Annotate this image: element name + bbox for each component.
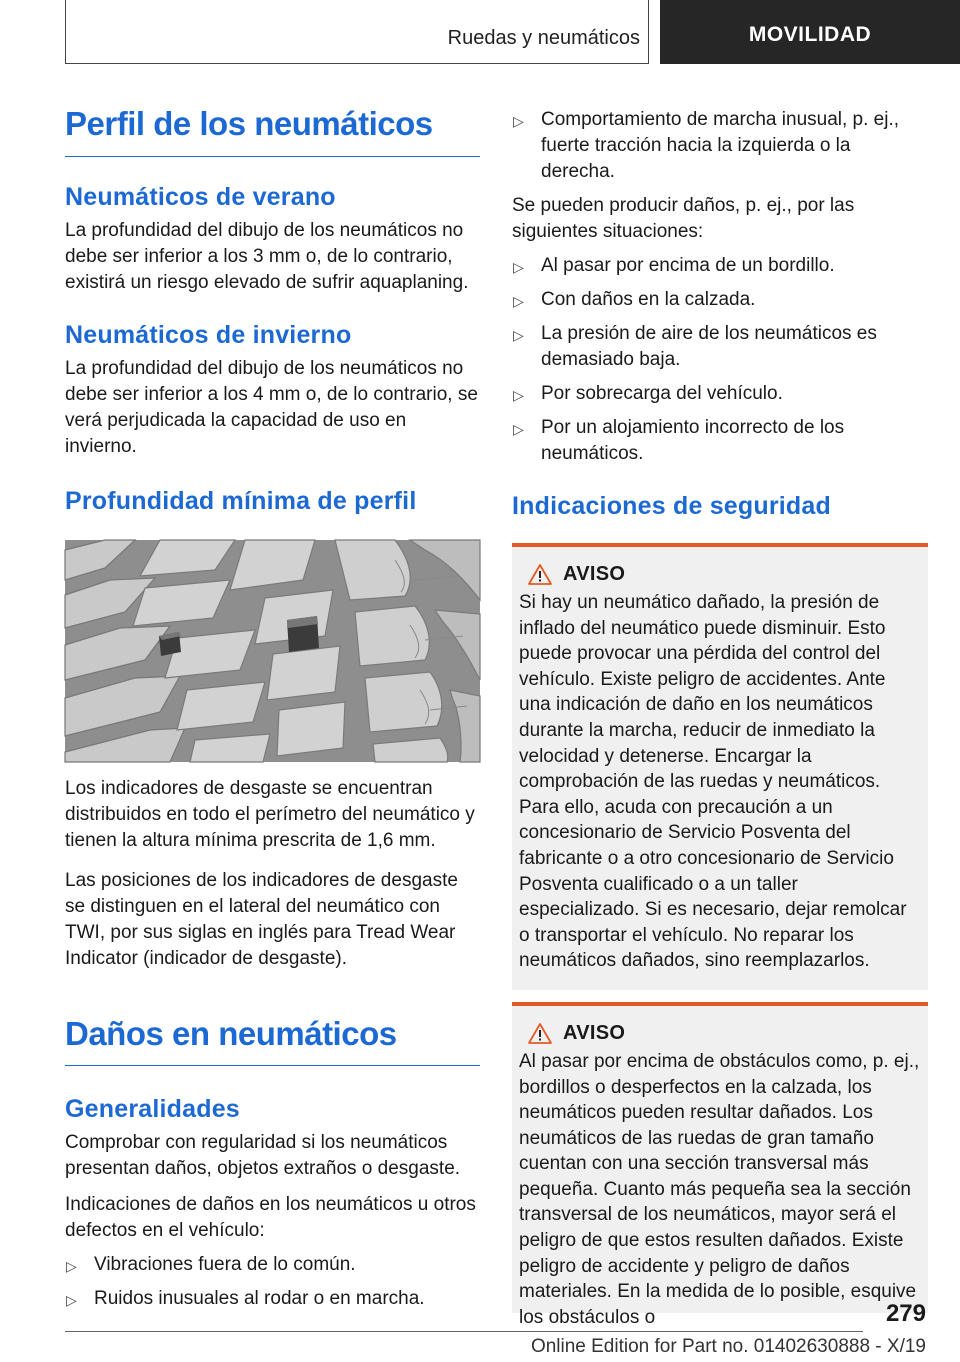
list-item: ▷ Con daños en la calzada. [512,287,928,313]
warning-triangle-icon [527,563,553,586]
warning-triangle-icon [527,1022,553,1045]
triangle-right-outline-icon: ▷ [66,1258,77,1275]
warning-box-damaged-tire [512,543,928,990]
triangle-right-outline-icon: ▷ [513,327,524,343]
warning-title: AVISO [563,563,626,585]
triangle-right-outline-icon: ▷ [513,259,524,275]
paragraph-check-regularly: Comprobar con regularidad si los neumáticos presentan daños, objetos extraños o desgaste. [65,1132,461,1180]
warning-title: AVISO [563,1021,626,1044]
list-item: ▷ Comportamiento de marcha inusual, p. ej., fuerte tracción hacia la izquierda o la derecha. [513,109,900,182]
warning-header [527,563,921,586]
triangle-right-outline-icon: ▷ [66,1292,77,1309]
heading-tire-profile: Perfil de los neumáticos [65,104,480,157]
paragraph-damage-signs: Indicaciones de daños en los neumáticos u otros defectos en el vehículo: [65,1194,476,1242]
warning-text: Al pasar por encima de obstáculos como, p. ej., bordillos o desperfectos en la calzada, los neumáticos pueden resultar dañados. Los neumáticos de las ruedas de gran tamaño cuentan con una sección transversal más pequeña. Cuanto más pequeña sea la sección transversal de los neumáticos, mayor será el peligro de que estos resulten dañados. Existe peligro de accidente y peligro de daños materiales. En la medida de lo posible, esquive los obstáculos o [519,1050,920,1328]
heading-minimum-depth: Profundidad mínima de perfil [65,486,417,515]
paragraph-summer-tires: La profundidad del dibujo de los neumáticos no debe ser inferior a los 3 mm o, de lo contrario, existirá un riesgo elevado de sufrir aquaplaning. [65,219,469,293]
header-rule-bottom [65,63,649,64]
header-rule-divider [648,0,649,64]
heading-summer-tires: Neumáticos de verano [65,182,336,211]
left-column [65,95,480,1312]
list-item: ▷ Al pasar por encima de un bordillo. [512,253,928,279]
heading-safety-notes: Indicaciones de seguridad [512,492,831,520]
damage-causes-list [512,253,928,467]
header-rule-left [65,0,66,64]
list-item: ▷ Ruidos inusuales al rodar o en marcha. [65,1286,480,1312]
tire-tread-illustration [65,540,480,762]
list-item: ▷ La presión de aire de los neumáticos es demasiado baja. [513,323,877,370]
triangle-right-outline-icon: ▷ [513,293,524,309]
heading-winter-tires: Neumáticos de invierno [65,320,352,349]
running-header-section: Ruedas y neumáticos [447,27,640,49]
paragraph-damage-causes: Se pueden producir daños, p. ej., por las siguientes situaciones: [512,195,855,242]
footer-rule [65,1331,863,1332]
damage-signs-list-continued [512,107,928,185]
heading-tire-damage: Daños en neumáticos [65,1014,480,1067]
warning-text: Si hay un neumático dañado, la presión de inflado del neumático puede disminuir. Esto puede provocar una pérdida del control del vehículo. Existe peligro de accidentes. Ante una indicación de daño en los neumáticos durante la marcha, reducir de inmediato la velocidad y detenerse. Encargar la comprobación de las ruedas y neumáticos. Para ello, acuda con precaución a un concesionario de Servicio Posventa del fabricante o a otro concesionario de Servicio Posventa cualificado o a un taller especializado. Si es necesario, dejar remolcar o transportar el vehículo. No reparar los neumáticos dañados, sino reemplazarlos. [519,592,907,972]
list-item: ▷ Vibraciones fuera de lo común. [65,1252,480,1278]
triangle-right-outline-icon: ▷ [513,421,524,437]
damage-signs-list [65,1252,480,1312]
triangle-right-outline-icon: ▷ [513,387,524,403]
paragraph-twi-positions: Las posiciones de los indicadores de desgaste se distinguen en el lateral del neumático con TWI, por sus siglas en inglés para Tread Wear Indicator (indicador de desgaste). [65,869,458,969]
tire-tread-drawing [65,540,480,762]
heading-general: Generalidades [65,1095,240,1124]
paragraph-wear-indicators: Los indicadores de desgaste se encuentran distribuidos en todo el perímetro del neumático y tienen la altura mínima prescrita de 1,6 mm. [65,777,475,851]
edition-note: Online Edition for Part no. 01402630888 - X/19 [530,1336,926,1357]
page-number: 279 [885,1300,926,1327]
list-item: ▷ Por sobrecarga del vehículo. [512,381,928,407]
warning-header [527,1022,921,1045]
chapter-tab: MOVILIDAD [660,0,960,64]
list-item: ▷ Por un alojamiento incorrecto de los neumáticos. [513,417,845,464]
paragraph-winter-tires: La profundidad del dibujo de los neumáticos no debe ser inferior a los 4 mm o, de lo contrario, se verá perjudicada la capacidad de uso en invierno. [65,357,478,457]
triangle-right-outline-icon: ▷ [513,113,524,129]
